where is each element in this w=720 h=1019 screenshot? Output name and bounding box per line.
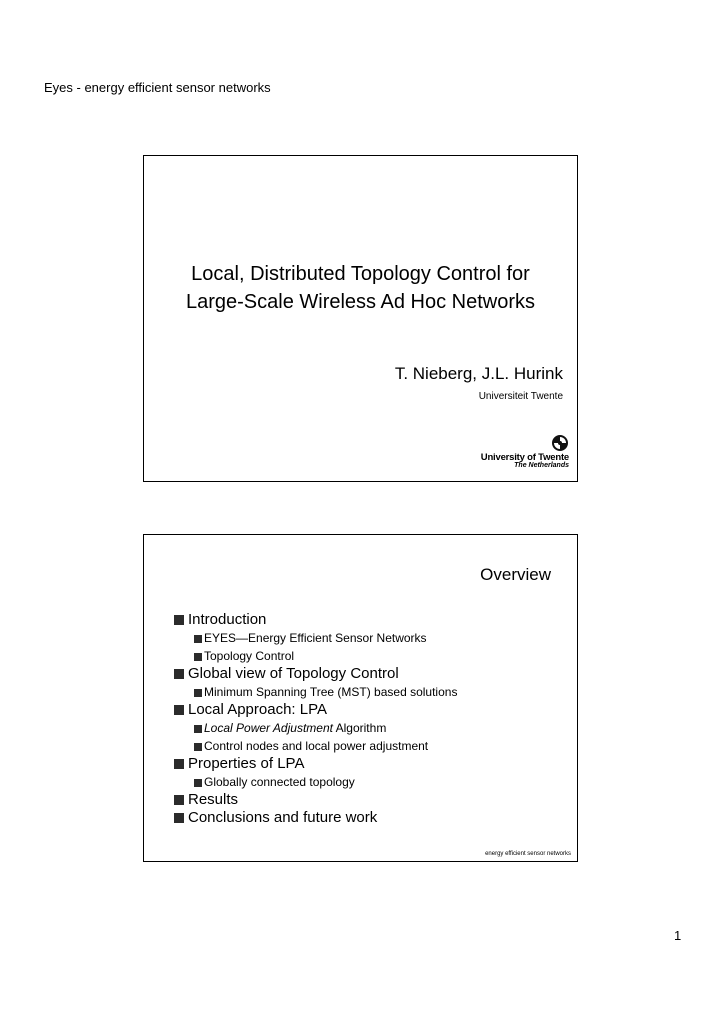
outline-item xyxy=(174,665,457,683)
slide-title-line-2: Large-Scale Wireless Ad Hoc Networks xyxy=(185,291,535,313)
outline-item xyxy=(174,611,457,629)
outline-item-text: Algorithm xyxy=(332,721,387,735)
outline-subitem xyxy=(174,683,457,701)
square-bullet-icon xyxy=(194,725,202,733)
university-logo xyxy=(479,434,569,468)
square-bullet-icon xyxy=(194,653,202,661)
institution: Universiteit Twente xyxy=(478,391,563,402)
square-bullet-icon xyxy=(174,813,184,823)
outline-subitem xyxy=(174,647,457,665)
page-header: Eyes - energy efficient sensor networks xyxy=(44,80,271,95)
logo-subtitle: The Netherlands xyxy=(514,462,569,469)
outline-item xyxy=(174,809,457,827)
square-bullet-icon xyxy=(194,635,202,643)
outline-list xyxy=(174,611,457,827)
square-bullet-icon xyxy=(174,615,184,625)
slide-title: Overview xyxy=(480,565,551,584)
outline-item-emphasis: Local Power Adjustment xyxy=(204,721,333,735)
square-bullet-icon xyxy=(174,669,184,679)
slide-title-line-1: Local, Distributed Topology Control for xyxy=(191,263,530,285)
page-number: 1 xyxy=(674,928,682,943)
square-bullet-icon xyxy=(174,795,184,805)
square-bullet-icon xyxy=(174,759,184,769)
slide-title xyxy=(144,260,577,316)
outline-item xyxy=(174,755,457,773)
outline-subitem xyxy=(174,737,457,755)
square-bullet-icon xyxy=(194,689,202,697)
outline-item xyxy=(174,701,457,719)
university-logo-icon xyxy=(551,434,569,452)
square-bullet-icon xyxy=(194,779,202,787)
logo-name: University of Twente xyxy=(480,452,569,463)
outline-item-text: Conclusions and future work xyxy=(188,809,378,826)
slide-footer: energy efficient sensor networks xyxy=(485,851,571,857)
square-bullet-icon xyxy=(174,705,184,715)
square-bullet-icon xyxy=(194,743,202,751)
outline-item-text: Topology Control xyxy=(204,649,295,663)
outline-subitem xyxy=(174,773,457,791)
title-slide xyxy=(143,155,578,482)
outline-item-text: Properties of LPA xyxy=(188,755,305,772)
overview-slide xyxy=(143,534,578,862)
outline-item-text: EYES—Energy Efficient Sensor Networks xyxy=(204,631,427,645)
outline-item-text: Local Approach: LPA xyxy=(188,701,327,718)
outline-subitem xyxy=(174,719,457,737)
outline-item-text: Introduction xyxy=(188,611,267,628)
outline-item-text: Global view of Topology Control xyxy=(188,665,399,682)
outline-item-text: Results xyxy=(188,791,239,808)
outline-item xyxy=(174,791,457,809)
authors: T. Nieberg, J.L. Hurink xyxy=(394,364,563,383)
outline-item-text: Control nodes and local power adjustment xyxy=(204,739,429,753)
outline-item-text: Minimum Spanning Tree (MST) based solutions xyxy=(204,685,458,699)
outline-item-text: Globally connected topology xyxy=(204,775,355,789)
outline-subitem xyxy=(174,629,457,647)
